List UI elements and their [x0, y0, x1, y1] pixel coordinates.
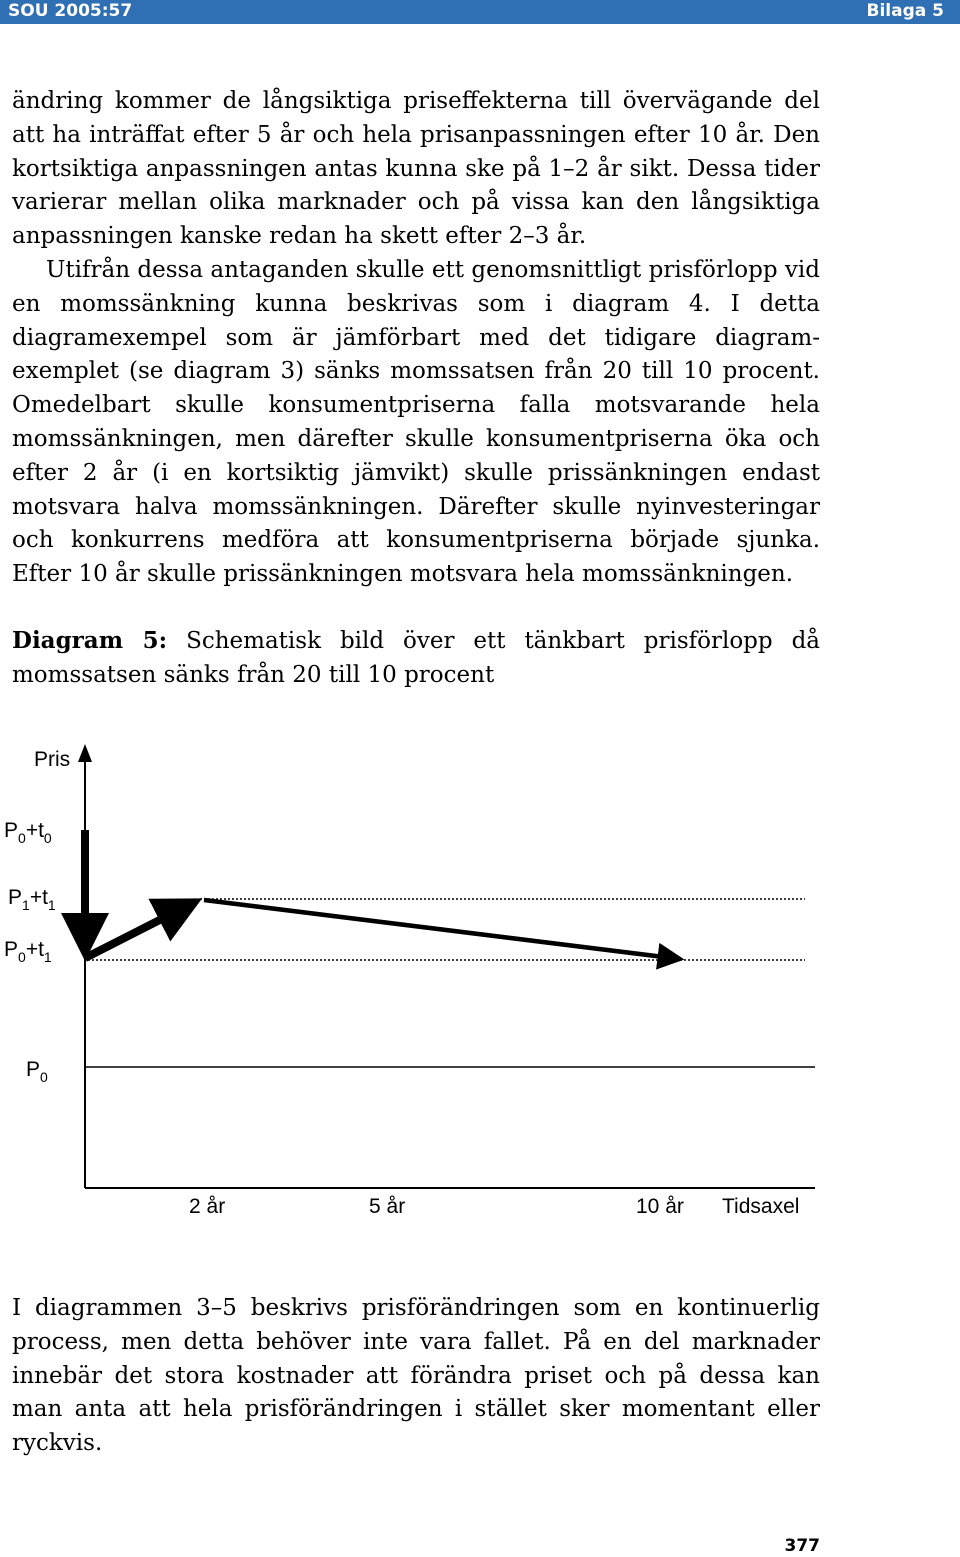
caption-text: Schematisk bild över ett tänkbart prisförlopp då momssatsen sänks från 20 till 10 procent — [12, 628, 820, 688]
paragraph-1-text: ändring kommer de långsiktiga priseffekterna till övervägande del att ha inträffat efter 5 år och hela prisanpassningen efter 10 år. Den kortsiktiga anpassningen antas kunna ske på 1–2 år sikt. Dessa tider varierar mellan olika marknader och på vissa kan den långsiktiga anpassningen kanske redan ha skett efter 2–3 år. — [12, 88, 820, 250]
paragraph-1 — [12, 85, 820, 254]
y-level-label: $P_0$ — [26, 1058, 48, 1085]
appendix-label: Bilaga 5 — [866, 1, 944, 21]
page-number: 377 — [784, 1536, 820, 1556]
paragraph-2 — [12, 254, 820, 592]
y-axis-label: Pris — [34, 748, 71, 771]
x-tick-label: 2 år — [189, 1195, 226, 1218]
y-level-label: $P_0+t_0$ — [4, 819, 52, 846]
x-tick-label: 10 år — [636, 1195, 684, 1218]
paragraph-2-text: Utifrån dessa antaganden skulle ett genomsnittligt prisförlopp vid en momssänkning kunna beskrivas som i diagram 4. I detta diagramexempel som är jämförbart med det tidigare diagram-exemplet (se diagram 3) sänks momssatsen från 20 till 10 procent. Omedelbart skulle konsumentpriserna falla motsvarande hela momssänkningen, men därefter skulle konsumentpriserna öka och efter 2 år (i en kortsiktig jämvikt) skulle prissänkningen endast motsvara halva momssänkningen. Därefter skulle nyinvesteringar och konkurrens medföra att konsumentpriserna började sjunka. Efter 10 år skulle prissänkningen motsvara hela momssänkningen. — [12, 257, 820, 588]
price-decline-arrow — [204, 900, 680, 959]
diagram-caption — [12, 624, 820, 693]
caption-label: Diagram 5: — [12, 627, 168, 654]
x-axis-label: Tidsaxel — [722, 1195, 800, 1218]
page-header — [0, 0, 960, 24]
paragraph-3-text: I diagrammen 3–5 beskrivs prisförändringen som en kontinuerlig process, men detta behöver inte vara fallet. På en del marknader innebär det stora kostnader att förändra priset och på dessa kan man anta att hela prisförändringen i stället sker momentant eller ryckvis. — [12, 1295, 820, 1457]
y-level-label: $P_1+t_1$ — [8, 886, 56, 913]
price-diagram — [0, 700, 960, 1220]
report-id: SOU 2005:57 — [8, 1, 133, 21]
paragraph-3 — [12, 1292, 820, 1461]
y-level-label: $P_0+t_1$ — [4, 938, 52, 965]
y-axis-arrow — [78, 744, 92, 762]
price-rise-arrow — [85, 902, 195, 958]
x-tick-label: 5 år — [369, 1195, 406, 1218]
